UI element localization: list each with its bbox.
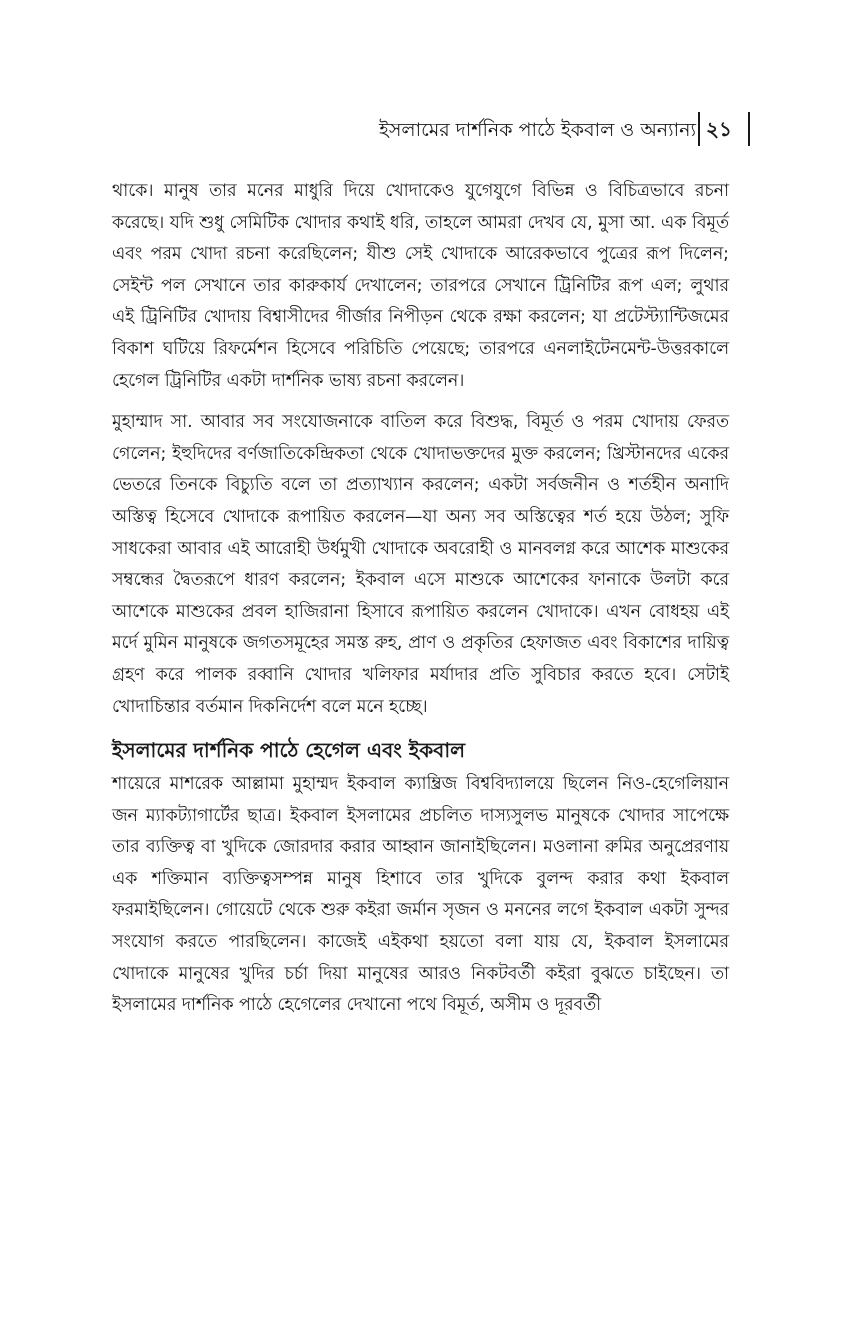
body-paragraph-1: থাকে। মানুষ তার মনের মাধুরি দিয়ে খোদাকেও যুগেযুগে বিভিন্ন ও বিচিত্রভাবে রচনা করেছে। যদি শুধু সেমিটিক খোদার কথাই ধরি, তাহলে আমরা দেখব যে, মুসা আ. এক বিমূর্ত এবং পরম খোদা রচনা করেছিলেন; যীশু সেই খোদাকে আরেকভাবে পুত্রের রূপ দিলেন; সেইন্ট পল সেখানে তার কারুকার্য দেখালেন; তারপরে সেখানে ট্রিনিটির রূপ এল; লুথার এই ট্রিনিটির খোদায় বিশ্বাসীদের গীর্জার নিপীড়ন থেকে রক্ষা করলেন; যা প্রটেস্ট্যান্টিজমের বিকাশ ঘটিয়ে রিফর্মেশন হিসেবে পরিচিতি পেয়েছে; তারপরে এনলাইটেনমেন্ট-উত্তরকালে হেগেল ট্রিনিটির একটা দার্শনিক ভাষ্য রচনা করলেন।: [112, 181, 729, 391]
section-paragraph: শায়েরে মাশরেক আল্লামা মুহাম্মদ ইকবাল ক্যাম্ব্রিজ বিশ্ববিদ্যালয়ে ছিলেন নিও-হেগেলিয়ান জন ম্যাকট্যাগার্টের ছাত্র। ইকবাল ইসলামের প্রচলিত দাস্যসুলভ মানুষকে খোদার সাপেক্ষে তার ব্যক্তিত্ব বা খুদিকে জোরদার করার আহ্বান জানাইছিলেন। মওলানা রুমির অনুপ্রেরণায় এক শক্তিমান ব্যক্তিত্বসম্পন্ন মানুষ হিশাবে তার খুদিকে বুলন্দ করার কথা ইকবাল ফরমাইছিলেন। গোয়েটে থেকে শুরু কইরা জর্মান সৃজন ও মননের লগে ইকবাল একটা সুন্দর সংযোগ করতে পারছিলেন। কাজেই এইকথা হয়তো বলা যায় যে, ইকবাল ইসলামের খোদাকে মানুষের খুদির চর্চা দিয়া মানুষের আরও নিকটবর্তী কইরা বুঝতে চাইছেন। তা ইসলামের দার্শনিক পাঠে হেগেলের দেখানো পথে বিমূর্ত, অসীম ও দূরবর্তী: [112, 774, 729, 1016]
section-heading: ইসলামের দার্শনিক পাঠে হেগেল এবং ইকবাল: [112, 738, 466, 763]
page-number: ২১: [706, 117, 732, 141]
running-header: [0, 110, 841, 150]
body-paragraph-2: মুহাম্মাদ সা. আবার সব সংযোজনাকে বাতিল করে বিশুদ্ধ, বিমূর্ত ও পরম খোদায় ফেরত গেলেন; ইহুদিদের বর্ণজাতিকেন্দ্রিকতা থেকে খোদাভক্তদের মুক্ত করলেন; খ্রিস্টানদের একের ভেতরে তিনকে বিচ্যুতি বলে তা প্রত্যাখ্যান করলেন; একটা সর্বজনীন ও শর্তহীন অনাদি অস্তিত্ব হিসেবে খোদাকে রূপায়িত করলেন—যা অন্য সব অস্তিত্বের শর্ত হয়ে উঠল; সুফি সাধকেরা আবার এই আরোহী উর্ধমুখী খোদাকে অবরোহী ও মানবলগ্ন করে আশেক মাশুকের সম্বন্ধের দ্বৈতরূপে ধারণ করলেন; ইকবাল এসে মাশুকে আশেকের ফানাকে উলটা করে আশেকে মাশুকের প্রবল হাজিরানা হিসাবে রূপায়িত করলেন খোদাকে। এখন বোধহয় এই মর্দে মুমিন মানুষকে জগতসমূহের সমস্ত রুহ, প্রাণ ও প্রকৃতির হেফাজত এবং বিকাশের দায়িত্ব গ্রহণ করে পালক রব্বানি খোদার খলিফার মর্যাদার প্রতি সুবিচার করতে হবে। সেটাই খোদাচিন্তার বর্তমান দিকনির্দেশ বলে মনে হচ্ছে।: [112, 412, 729, 717]
header-divider-left: [698, 112, 700, 146]
page-body: [112, 176, 729, 1022]
header-divider-right: [748, 112, 750, 146]
running-header-title: ইসলামের দার্শনিক পাঠে ইকবাল ও অন্যান্য: [378, 119, 696, 141]
